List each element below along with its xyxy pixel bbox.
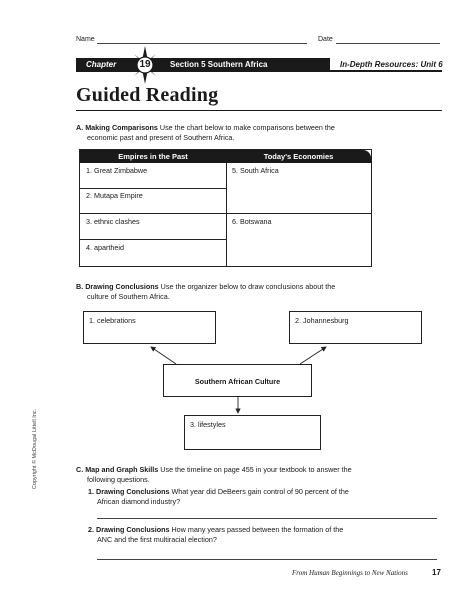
- sectionB-instruction-line1: Use the organizer below to draw conclusions about the: [160, 282, 336, 291]
- q1-line2: African diamond industry?: [97, 497, 181, 506]
- table-cell[interactable]: 5. South Africa: [232, 166, 279, 175]
- q2-line2: ANC and the first multiracial election?: [97, 535, 217, 544]
- arrow-to-johannesburg: [300, 347, 326, 364]
- table-cell[interactable]: 6. Botswana: [232, 217, 272, 226]
- q1-line1: What year did DeBeers gain control of 90 percent of the: [171, 487, 349, 496]
- organizer-box-label: 1. celebrations: [89, 316, 136, 325]
- table-cell[interactable]: 2. Mutapa Empire: [86, 191, 143, 200]
- sectionA-heading: Making Comparisons: [85, 123, 158, 132]
- question-2: [88, 525, 438, 535]
- sectionC-heading: Map and Graph Skills: [85, 465, 159, 474]
- q2-heading: Drawing Conclusions: [96, 525, 170, 534]
- sectionC-instructions: [76, 465, 436, 475]
- name-label: Name: [76, 36, 95, 43]
- footer-book-title: From Human Beginnings to New Nations: [292, 569, 408, 577]
- copyright-note: Copyright © McDougal Littell Inc.: [32, 408, 38, 490]
- sectionC-instruction-line2: following questions.: [87, 475, 150, 484]
- q2-number: 2.: [88, 525, 94, 534]
- table-cell[interactable]: 1. Great Zimbabwe: [86, 166, 148, 175]
- q2-answer-line[interactable]: [97, 559, 437, 560]
- q1-heading: Drawing Conclusions: [96, 487, 170, 496]
- organizer-box-label: 2. Johannesburg: [295, 316, 349, 325]
- table-cell[interactable]: 4. apartheid: [86, 243, 124, 252]
- sectionA-instruction-line2: economic past and present of Southern Africa.: [87, 133, 235, 142]
- sectionA-instruction-line1: Use the chart below to make comparisons between the: [159, 123, 335, 132]
- section-label: Section 5 Southern Africa: [170, 60, 268, 69]
- organizer-center-label: Southern African Culture: [194, 377, 281, 386]
- q1-number: 1.: [88, 487, 94, 496]
- sectionA-letter: A.: [76, 123, 84, 132]
- date-label: Date: [318, 36, 333, 43]
- organizer-box-label: 3. lifestyles: [190, 420, 226, 429]
- table-cell[interactable]: 3. ethnic clashes: [86, 217, 140, 226]
- col1-header: Empires in the Past: [118, 152, 188, 161]
- col2-header: Today's Economies: [263, 152, 334, 161]
- chapter-label: Chapter: [86, 60, 117, 69]
- question-1: [88, 487, 438, 497]
- arrow-to-celebrations: [151, 347, 176, 364]
- page-title: Guided Reading: [76, 84, 219, 106]
- sectionC-letter: C.: [76, 465, 84, 474]
- q1-answer-line[interactable]: [97, 518, 437, 519]
- chapter-number: 19: [139, 59, 151, 70]
- sectionC-instruction-line1: Use the timeline on page 455 in your textbook to answer the: [160, 465, 352, 474]
- q2-line1: How many years passed between the formation of the: [171, 525, 344, 534]
- sectionB-instruction-line2: culture of Southern Africa.: [87, 292, 170, 301]
- footer-page-number: 17: [432, 568, 441, 577]
- sectionB-letter: B.: [76, 282, 84, 291]
- sectionB-heading: Drawing Conclusions: [85, 282, 159, 291]
- resource-label: In-Depth Resources: Unit 6: [340, 60, 443, 69]
